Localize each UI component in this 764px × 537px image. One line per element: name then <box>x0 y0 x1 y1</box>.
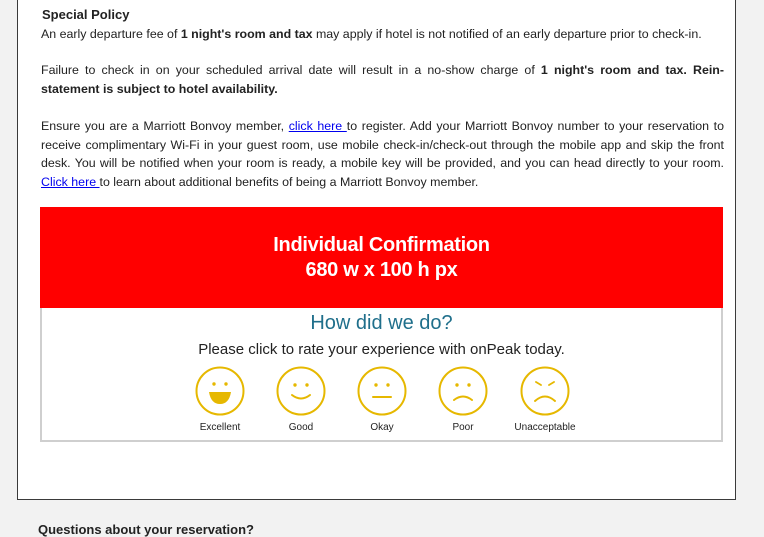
very-sad-face-icon <box>520 366 570 416</box>
questions-heading: Questions about your reservation? <box>38 522 254 537</box>
rating-label: Excellent <box>199 422 241 433</box>
banner-dimensions: 680 w x 100 h px <box>305 258 458 281</box>
survey-title: How did we do? <box>310 312 453 334</box>
rating-good[interactable] <box>261 366 341 433</box>
rating-unacceptable[interactable] <box>505 366 585 433</box>
very-happy-face-icon <box>195 366 245 416</box>
no-show-paragraph: Failure to check in on your scheduled arrival date will result in a no-show charge of 1 night's room and tax. Rein-statement is subject to hotel availability. <box>41 63 724 96</box>
register-link[interactable]: click here <box>288 119 347 133</box>
survey-subtitle: Please click to rate your experience with onPeak today. <box>198 341 565 358</box>
bonvoy-paragraph: Ensure you are a Marriott Bonvoy member, click here to register. Add your Marriott Bonvoy number to your reservation to receive complimentary Wi-Fi in your guest room, use mobile check-in/check-out through the mobile app and skip the front desk. You will be notified when your room is ready, a mobile key will be provided, and you can head directly to your room. Click here to learn about additional benefits of being a Marriott Bonvoy member. <box>41 119 724 189</box>
happy-face-icon <box>276 366 326 416</box>
rating-label: Unacceptable <box>514 422 576 433</box>
rating-survey <box>40 308 723 442</box>
rating-okay[interactable] <box>342 366 422 433</box>
rating-label: Good <box>288 422 314 433</box>
neutral-face-icon <box>357 366 407 416</box>
benefits-link[interactable]: Click here <box>41 174 100 189</box>
rating-excellent[interactable] <box>180 366 260 433</box>
rating-label: Okay <box>370 422 394 433</box>
special-policy-title: Special Policy <box>42 7 130 22</box>
confirmation-banner <box>40 207 723 308</box>
rating-label: Poor <box>452 422 474 433</box>
sad-face-icon <box>438 366 488 416</box>
early-departure-paragraph: An early departure fee of 1 night's room and tax may apply if hotel is not notified of an early departure prior to check-in. <box>41 27 702 41</box>
banner-title: Individual Confirmation <box>273 233 490 256</box>
rating-poor[interactable] <box>423 366 503 433</box>
confirmation-card <box>17 0 736 500</box>
